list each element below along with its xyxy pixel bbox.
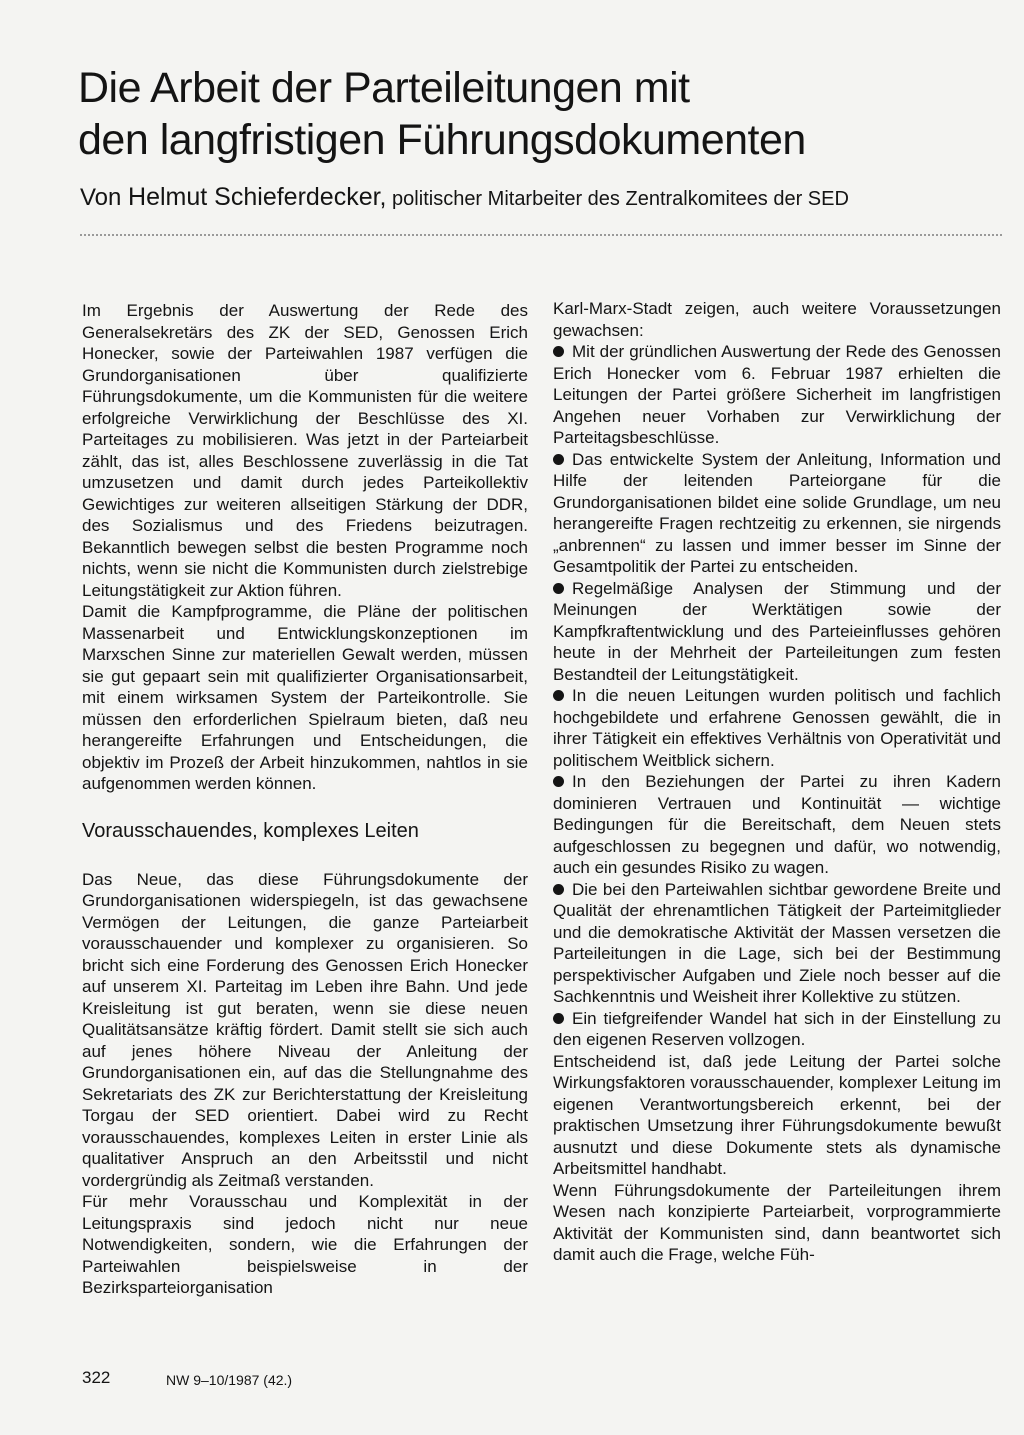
bullet-text: Regelmäßige Analysen der Stimmung und der Meinungen der Werktätigen sowie der Kampfkraftentwicklung und des Parteieinflusses gehören heute in der Mehrheit der Parteileitungen zum festen Bestandteil der Leitungstätigkeit. xyxy=(553,578,1001,684)
left-column xyxy=(82,300,528,1299)
author-role: politischer Mitarbeiter des Zentralkomitees der SED xyxy=(386,188,849,210)
bullet-icon xyxy=(553,454,564,465)
paragraph: Damit die Kampfprogramme, die Pläne der politischen Massenarbeit und Entwicklungskonzeptionen im Marxschen Sinne zur materiellen Gewalt werden, müssen sie gut gepaart sein mit qualifizierter Organisationsarbeit, mit einem wirksamen System der Parteikontrolle. Sie müssen den erforderlichen Spielraum bieten, daß neu herangereifte Erfahrungen und Entscheidungen, die objektiv im Prozeß der Arbeit hinzukommen, nahtlos in sie aufgenommen werden können. xyxy=(82,602,528,793)
paragraph: Für mehr Vorausschau und Komplexität in der Leitungspraxis sind jedoch nicht nur neue Notwendigkeiten, sondern, wie die Erfahrungen der Parteiwahlen beispielsweise in der Bezirksparteiorganisation xyxy=(82,1192,528,1297)
paragraph: Im Ergebnis der Auswertung der Rede des Generalsekretärs des ZK der SED, Genossen Erich Honecker, sowie der Parteiwahlen 1987 verfügen die Grundorganisationen über qualifizierte Führungsdokumente, um die Kommunisten für die weitere erfolgreiche Verwirklichung der Beschlüsse des XI. Parteitages zu mobilisieren. Was jetzt in der Parteiarbeit zählt, das ist, alles Beschlossene zuverlässig in die Tat umzusetzen und damit durch jedes Parteikollektiv Gewichtiges zur weiteren allseitigen Stärkung der DDR, des Sozialismus und des Friedens beizutragen. Bekanntlich bewegen selbst die besten Programme noch nichts, wenn sie nicht die Kommunisten durch zielstrebige Leitungstätigkeit zur Aktion führen. xyxy=(82,301,528,600)
bullet-item xyxy=(553,449,1001,578)
paragraph: Entscheidend ist, daß jede Leitung der Partei solche Wirkungsfaktoren vorausschauender, komplexer Leitung im eigenen Verantwortungsbereich erkennt, bei der praktischen Umsetzung ihrer Führungsdokumente bewußt ausnutzt und diese Dokumente stets als dynamische Arbeitsmittel handhabt. xyxy=(553,1051,1001,1178)
byline xyxy=(80,183,1005,213)
bullet-item xyxy=(553,685,1001,771)
paragraph: Das Neue, das diese Führungsdokumente der Grundorganisationen widerspiegeln, ist das gewachsene Vermögen der Leitungen, die ganze Parteiarbeit vorausschauender und komplexer zu organisieren. So bricht sich eine Forderung des Genossen Erich Honecker auf unserem XI. Parteitag im Leben ihre Bahn. Und jede Kreisleitung ist gut beraten, wenn sie diese neuen Qualitätsansätze kräftig fördert. Damit stellt sie sich auch auf jenes höhere Niveau der Anleitung der Grundorganisationen ein, auf das die Stellungnahme des Sekretariats des ZK zur Berichterstattung der Kreisleitung Torgau der SED orientiert. Dabei wird zu Recht vorausschauendes, komplexes Leiten in erster Linie als qualitativer Anspruch an den Arbeitsstil und nicht vordergründig als Zeitmaß verstanden. xyxy=(82,869,528,1190)
bullet-icon xyxy=(553,776,564,787)
bullet-text: Ein tiefgreifender Wandel hat sich in der Einstellung zu den eigenen Reserven vollzogen. xyxy=(553,1008,1001,1049)
paragraph: Wenn Führungsdokumente der Parteileitungen ihrem Wesen nach konzipierte Parteiarbeit, vorprogrammierte Aktivität der Kommunisten sind, dann beantwortet sich damit auch die Frage, welche Füh- xyxy=(553,1180,1001,1264)
bullet-text: Die bei den Parteiwahlen sichtbar gewordene Breite und Qualität der ehrenamtlichen Tätigkeit der Parteimitglieder und die demokratische Aktivität der Massen versetzen die Parteileitungen in die Lage, sich bei der Bestimmung perspektivischer Aufgaben und Ziele noch besser auf die Sachkenntnis und Weisheit ihrer Kollektive zu stützen. xyxy=(553,879,1001,1006)
bullet-icon xyxy=(553,884,564,895)
page-number: 322 xyxy=(82,1368,111,1387)
journal-reference: NW 9–10/1987 (42.) xyxy=(166,1372,293,1388)
title-line-2: den langfristigen Führungsdokumenten xyxy=(78,116,806,164)
bullet-icon xyxy=(553,690,564,701)
bullet-item xyxy=(553,771,1001,879)
bullet-text: In den Beziehungen der Partei zu ihren Kadern dominieren Vertrauen und Kontinuität — wichtige Bedingungen für die Bereitschaft, dem Neuen stets aufgeschlossen zu begegnen und dafür, wo notwendig, auch ein gesundes Risiko zu wagen. xyxy=(553,772,1001,877)
bullet-item xyxy=(553,578,1001,686)
bullet-item xyxy=(553,1008,1001,1051)
bullet-icon xyxy=(553,583,564,594)
bullet-text: Mit der gründlichen Auswertung der Rede des Genossen Erich Honecker vom 6. Februar 1987 erhielten die Leitungen der Partei größere Sicherheit im langfristigen Angehen neuer Vorhaben zur Verwirklichung der Parteitagsbeschlüsse. xyxy=(553,342,1001,447)
paragraph: Karl-Marx-Stadt zeigen, auch weitere Voraussetzungen gewachsen: xyxy=(553,299,1001,340)
section-subheading: Vorausschauendes, komplexes Leiten xyxy=(82,819,419,842)
author-name: Helmut Schieferdecker, xyxy=(128,183,387,211)
bullet-text: In die neuen Leitungen wurden politisch und fachlich hochgebildete und erfahrene Genossen gewählt, die in ihrer Tätigkeit ein effektives Verhältnis von Operativität und politischem Weitblick sichern. xyxy=(553,686,1001,770)
header-divider xyxy=(80,234,1002,236)
bullet-text: Das entwickelte System der Anleitung, Information und Hilfe der leitenden Parteiorgane für die Grundorganisationen bildet eine solide Grundlage, um neu herangereifte Fragen rechtzeitig zu erkennen, sie nirgends „anbrennen“ zu lassen und immer besser im Sinne der Gesamtpolitik der Partei zu entscheiden. xyxy=(553,449,1001,576)
bullet-item xyxy=(553,341,1001,449)
bullet-icon xyxy=(553,346,564,357)
title-line-1: Die Arbeit der Parteileitungen mit xyxy=(78,64,690,112)
bullet-icon xyxy=(553,1013,564,1024)
right-column xyxy=(553,298,1001,1266)
article-title xyxy=(78,62,998,166)
bullet-item xyxy=(553,879,1001,1008)
byline-prefix: Von xyxy=(80,184,129,211)
